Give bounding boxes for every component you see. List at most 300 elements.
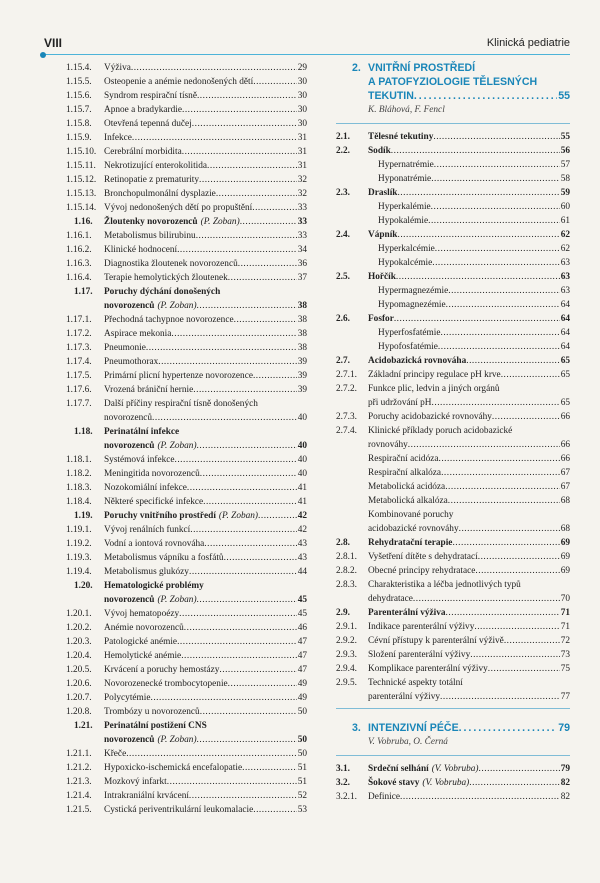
toc-entry-title: Tělesné tekutiny [368,132,434,142]
toc-entry [336,382,570,396]
toc-entry-title: Parenterální výživa [368,608,446,618]
toc-entry-title: Vývoj nedonošených dětí po propuštění [104,203,253,213]
toc-entry-title: Indikace parenterální výživy [368,622,475,632]
chapter-title: INTENZIVNÍ PÉČE [368,722,459,734]
toc-entry-title: Diagnostika žloutenek novorozenců [104,259,238,269]
dot-leader [438,452,559,466]
toc-entry [336,424,570,438]
toc-entry [66,271,307,285]
toc-entry-title: Klinické hodnocení [104,245,178,255]
toc-entry [66,607,307,621]
toc-entry-title: Perinatální infekce [104,427,180,437]
toc-entry [66,789,307,803]
toc-entry-page: 79 [560,764,570,774]
dot-leader [428,214,560,228]
toc-entry [336,480,570,494]
toc-entry-number: 1.15.6. [66,91,92,101]
toc-entry-title: Hypokalémie [378,216,429,226]
toc-entry-title: Metabolismus glukózy [104,567,189,577]
toc-entry-title: Nekrotizující enterokolitida [104,161,208,171]
dot-leader [224,551,297,565]
dot-leader [258,397,307,411]
toc-entry-number: 2.8.1. [336,552,357,562]
dot-leader [167,775,297,789]
toc-entry-title: Srdeční selhání [368,764,429,774]
toc-entry-title: Technické aspekty totální [368,678,463,688]
toc-entry-page: 33 [297,231,307,241]
toc-entry-title: Obecné principy rehydratace [368,566,476,576]
toc-entry-number: 1.15.4. [66,63,92,73]
toc-entry-page: 40 [297,455,307,465]
toc-entry-title: Charakteristika a léčba jednotlivých typů [368,580,521,590]
toc-entry [336,172,570,186]
toc-entry-number: 2.8.2. [336,566,357,576]
toc-entry-author: (P. Zoban) [157,595,197,605]
book-title: Klinická pediatrie [486,37,570,49]
toc-entry-page: 38 [297,329,307,339]
toc-entry-number: 1.17.4. [66,357,92,367]
dot-leader [478,550,560,564]
dot-leader [203,495,297,509]
toc-entry-number: 1.17.2. [66,329,92,339]
toc-entry-title: Mozkový infarkt [104,777,167,787]
toc-entry-title: Terapie hemolytických žloutenek [104,273,228,283]
toc-entry [66,621,307,635]
dot-leader [220,285,307,299]
toc-entry [336,564,570,578]
dot-leader [200,705,297,719]
toc-entry-page: 73 [560,650,570,660]
toc-entry-title: Hypermagnezémie [378,286,449,296]
chapter-2-entries [336,130,570,704]
dot-leader [413,592,560,606]
toc-entry-title: Klinické příklady poruch acidobazické [368,426,513,436]
toc-entry-title: Vývoj renálních funkcí [104,525,191,535]
toc-entry-page: 30 [297,77,307,87]
toc-entry [336,592,570,606]
toc-entry-number: 2.5. [336,272,350,282]
chapter-divider [336,755,570,756]
toc-entry-title: Hematologické problémy [104,581,204,591]
toc-entry-title: Fosfor [368,314,394,324]
toc-entry [66,397,307,411]
chapter-3-heading [336,721,570,749]
toc-entry [66,551,307,565]
toc-entry-page: 64 [560,328,570,338]
toc-entry-title: Hyperkalcémie [378,244,435,254]
toc-entry-number: 1.20.1. [66,609,92,619]
toc-entry-page: 50 [297,707,307,717]
toc-entry [66,411,307,425]
toc-entry-author: (V. Vobruba) [422,778,470,788]
toc-entry-number: 1.18.1. [66,455,92,465]
toc-entry-title: Metabolismus bilirubinu [104,231,196,241]
toc-entry-title: acidobazické rovnováhy [368,524,459,534]
toc-entry-number: 1.17.7. [66,399,92,409]
toc-entry [66,173,307,187]
toc-entry [336,186,570,200]
toc-entry-page: 38 [297,301,307,311]
toc-entry-title: Funkce plic, ledvin a jiných orgánů [368,384,500,394]
dot-leader [441,466,560,480]
toc-entry-title: Metabolická alkalóza [368,496,448,506]
toc-entry-number: 3.2.1. [336,792,357,802]
toc-entry-number: 1.16.1. [66,231,92,241]
dot-leader [242,761,297,775]
toc-entry-page: 55 [560,132,570,142]
dot-leader [391,144,560,158]
toc-entry [66,145,307,159]
toc-entry-number: 1.17. [74,287,93,297]
toc-entry-title: Metabolismus vápníku a fosfátů [104,553,224,563]
dot-leader [197,439,297,453]
toc-entry [336,130,570,144]
toc-entry [66,677,307,691]
toc-entry-title: Vývoj hematopoézy [104,609,180,619]
toc-entry-number: 1.16.2. [66,245,92,255]
toc-entry-page: 62 [560,244,570,254]
chapter-3-entries [336,762,570,804]
toc-entry [66,131,307,145]
chapter-authors: K. Bláhová, F. Fencl [368,105,445,115]
toc-entry-title: Výživa [104,63,131,73]
toc-entry-number: 1.20.6. [66,679,92,689]
dot-leader [197,89,297,103]
toc-entry-title: novorozenců [104,735,155,745]
dot-leader [182,145,297,159]
toc-entry-title: Vrozená brániční hernie [104,385,194,395]
toc-entry-number: 1.17.3. [66,343,92,353]
toc-entry-title: Žloutenky novorozenců [104,217,198,227]
toc-entry [66,803,307,817]
toc-entry [66,257,307,271]
toc-entry-page: 58 [560,174,570,184]
toc-entry-title: Hypofosfatémie [378,342,438,352]
toc-entry [66,243,307,257]
toc-entry [336,144,570,158]
dot-leader [204,579,307,593]
dot-leader [431,200,560,214]
toc-entry-title: Bronchopulmonální dysplazie [104,189,216,199]
toc-entry-page: 33 [297,217,307,227]
toc-entry [336,228,570,242]
toc-entry-page: 65 [560,370,570,380]
toc-entry [66,691,307,705]
toc-entry [66,313,307,327]
dot-leader [126,747,297,761]
toc-entry-page: 50 [297,749,307,759]
dot-leader [196,229,297,243]
toc-entry [336,648,570,662]
toc-entry [336,676,570,690]
toc-entry-title: Poruchy dýchání donošených [104,287,221,297]
dot-leader [179,607,297,621]
toc-entry-title: Pneumonie [104,343,146,353]
chapter-2-heading [336,61,570,117]
toc-entry-number: 1.18.3. [66,483,92,493]
toc-entry-number: 1.18.2. [66,469,92,479]
toc-entry-number: 1.15.14. [66,203,97,213]
toc-entry-title: Draslík [368,188,398,198]
dot-leader [394,312,560,326]
toc-entry-number: 1.19.3. [66,553,92,563]
toc-entry-number: 2.7.1. [336,370,357,380]
toc-entry [336,550,570,564]
toc-entry [66,383,307,397]
header-dot [40,52,46,58]
toc-entry-page: 37 [297,273,307,283]
toc-entry-number: 1.16.3. [66,259,92,269]
toc-entry-title: Pneumothorax [104,357,159,367]
dot-leader [228,271,297,285]
toc-entry-page: 40 [297,469,307,479]
toc-entry-page: 44 [297,567,307,577]
toc-entry-title: Osteopenie a anémie nedonošených dětí [104,77,254,87]
toc-entry-title: Cerebrální morbidita [104,147,182,157]
dot-leader [469,776,559,790]
dot-leader [234,313,297,327]
toc-entry-title: Anémie novorozenců [104,623,184,633]
dot-leader [435,242,560,256]
toc-entry-page: 60 [560,202,570,212]
toc-entry-number: 1.15.7. [66,105,92,115]
toc-entry [66,705,307,719]
toc-entry-title: Hypomagnezémie [378,300,446,310]
dot-leader [204,537,296,551]
chapter-number: 2. [352,62,361,74]
toc-entry-title: Definice [368,792,401,802]
dot-leader [459,522,560,536]
toc-entry-page: 64 [560,300,570,310]
toc-entry-number: 2.9.2. [336,636,357,646]
dot-leader [438,340,560,354]
dot-leader [253,75,296,89]
toc-entry [336,634,570,648]
toc-entry [66,89,307,103]
toc-entry-page: 64 [560,314,570,324]
toc-entry-author: (P. Zoban) [157,735,197,745]
toc-entry [66,523,307,537]
toc-entry-number: 1.15.10. [66,147,97,157]
toc-entry-number: 1.16. [74,217,93,227]
toc-entry-page: 63 [560,258,570,268]
dot-leader [158,355,296,369]
toc-entry-title: Šokové stavy [368,778,420,788]
toc-entry [336,620,570,634]
toc-entry [66,159,307,173]
dot-leader [512,424,570,438]
toc-entry [336,326,570,340]
toc-entry-title: dehydratace [368,594,413,604]
dot-leader [193,383,296,397]
dot-leader [504,634,560,648]
dot-leader [240,215,297,229]
dot-leader [434,158,560,172]
dot-leader [177,635,297,649]
chapter-authors: V. Vobruba, O. Černá [368,737,448,747]
dot-leader [200,467,297,481]
toc-entry-title: Rehydratační terapie [368,538,453,548]
toc-entry-page: 66 [560,440,570,450]
toc-entry-page: 71 [560,622,570,632]
toc-entry-page: 41 [297,497,307,507]
toc-entry [66,439,307,453]
dot-leader [440,326,559,340]
dot-leader [474,620,559,634]
toc-entry-page: 51 [297,777,307,787]
toc-entry-page: 66 [560,412,570,422]
dot-leader [479,762,560,776]
dot-leader [396,270,560,284]
toc-entry-number: 1.17.6. [66,385,92,395]
toc-entry-title: novorozenců [104,301,155,311]
toc-entry-title: Hyponatrémie [378,174,432,184]
toc-entry-number: 1.18. [74,427,93,437]
toc-entry [66,663,307,677]
toc-entry [66,187,307,201]
toc-entry [66,649,307,663]
dot-leader [238,257,297,271]
toc-entry-title: Poruchy acidobazické rovnováhy [368,412,492,422]
toc-entry-number: 1.20.5. [66,665,92,675]
toc-entry-page: 47 [297,665,307,675]
toc-entry [66,103,307,117]
toc-right-column [336,61,570,804]
toc-entry [66,565,307,579]
toc-entry-title: Vyšetření dítěte s dehydratací [368,552,478,562]
toc-entry-title: Hořčík [368,272,396,282]
toc-entry-title: parenterální výživy [368,692,441,702]
toc-entry [336,522,570,536]
toc-entry [66,747,307,761]
toc-entry-number: 1.18.4. [66,497,92,507]
toc-entry [66,61,307,75]
toc-entry [66,509,307,523]
chapter-divider [336,123,570,124]
toc-entry [336,606,570,620]
dot-leader [253,369,297,383]
dot-leader [187,481,297,495]
dot-leader [492,410,560,424]
toc-entry-page: 65 [560,356,570,366]
toc-entry-page: 38 [297,315,307,325]
toc-entry-page: 31 [297,147,307,157]
toc-entry-page: 29 [297,63,307,73]
toc-entry-page: 72 [560,636,570,646]
toc-entry-number: 2.9.3. [336,650,357,660]
toc-entry [66,635,307,649]
toc-entry-page: 30 [297,119,307,129]
toc-entry-page: 75 [560,664,570,674]
toc-entry [66,495,307,509]
toc-entry [336,256,570,270]
dot-leader [171,327,296,341]
toc-entry-title: Cévní přístupy k parenterální výživě [368,636,504,646]
toc-entry-page: 56 [560,146,570,156]
dot-leader [431,172,560,186]
dot-leader [501,368,560,382]
toc-entry-page: 41 [297,483,307,493]
dot-leader [433,130,559,144]
toc-entry-number: 1.15.9. [66,133,92,143]
dot-leader [184,621,297,635]
toc-entry [66,537,307,551]
dot-leader [192,117,297,131]
toc-entry-page: 57 [560,160,570,170]
toc-entry-title: Hypokalcémie [378,258,433,268]
toc-entry-page: 38 [297,343,307,353]
dot-leader [488,662,560,676]
toc-entry-page: 77 [560,692,570,702]
toc-entry-page: 47 [297,651,307,661]
toc-entry-page: 67 [560,482,570,492]
dot-leader [397,186,559,200]
toc-entry [336,312,570,326]
dot-leader [475,564,559,578]
toc-entry-number: 2.6. [336,314,350,324]
toc-entry-page: 68 [560,524,570,534]
toc-entry-page: 39 [297,357,307,367]
toc-entry-page: 69 [560,538,570,548]
toc-entry [66,229,307,243]
dot-leader [219,663,296,677]
dot-leader [146,341,297,355]
toc-entry-title: Krvácení a poruchy hemostázy [104,665,220,675]
toc-entry-number: 1.20.7. [66,693,92,703]
toc-entry [66,761,307,775]
dot-leader [228,677,297,691]
toc-entry [336,452,570,466]
toc-entry-number: 1.15.13. [66,189,97,199]
toc-entry-number: 1.20.4. [66,651,92,661]
dot-leader [207,159,297,173]
toc-entry-page: 33 [297,203,307,213]
toc-entry [66,285,307,299]
toc-entry-page: 82 [560,778,570,788]
dot-leader [179,425,307,439]
toc-entry [336,158,570,172]
dot-leader [131,61,297,75]
toc-entry-title: Hypoxicko-ischemická encefalopatie [104,763,243,773]
toc-entry-title: Sodík [368,146,391,156]
toc-entry-number: 2.7.3. [336,412,357,422]
toc-entry-title: Kombinované poruchy [368,510,454,520]
toc-entry-page: 49 [297,679,307,689]
toc-entry-title: Syndrom respirační tísně [104,91,197,101]
toc-entry-number: 2.9. [336,608,350,618]
toc-entry [336,438,570,452]
toc-entry-title: Hyperfosfatémie [378,328,441,338]
toc-entry-number: 2.4. [336,230,350,240]
toc-left-column [66,61,307,817]
chapter-page: 79 [558,722,570,734]
toc-entry-title: novorozenců [104,441,155,451]
toc-entry-page: 30 [297,91,307,101]
toc-entry-number: 2.9.1. [336,622,357,632]
toc-entry-title: Hypernatrémie [378,160,434,170]
toc-entry-title: Novorozenecké trombocytopenie [104,679,228,689]
toc-entry-title: Hyperkalémie [378,202,431,212]
dot-leader [445,480,560,494]
toc-entry-page: 31 [297,161,307,171]
toc-entry [336,494,570,508]
toc-entry-page: 34 [297,245,307,255]
toc-entry-title: Aspirace mekonia [104,329,172,339]
toc-entry [336,776,570,790]
toc-entry [336,790,570,804]
dot-leader [189,789,297,803]
toc-entry-title: Další příčiny respirační tísně donošených [104,399,258,409]
